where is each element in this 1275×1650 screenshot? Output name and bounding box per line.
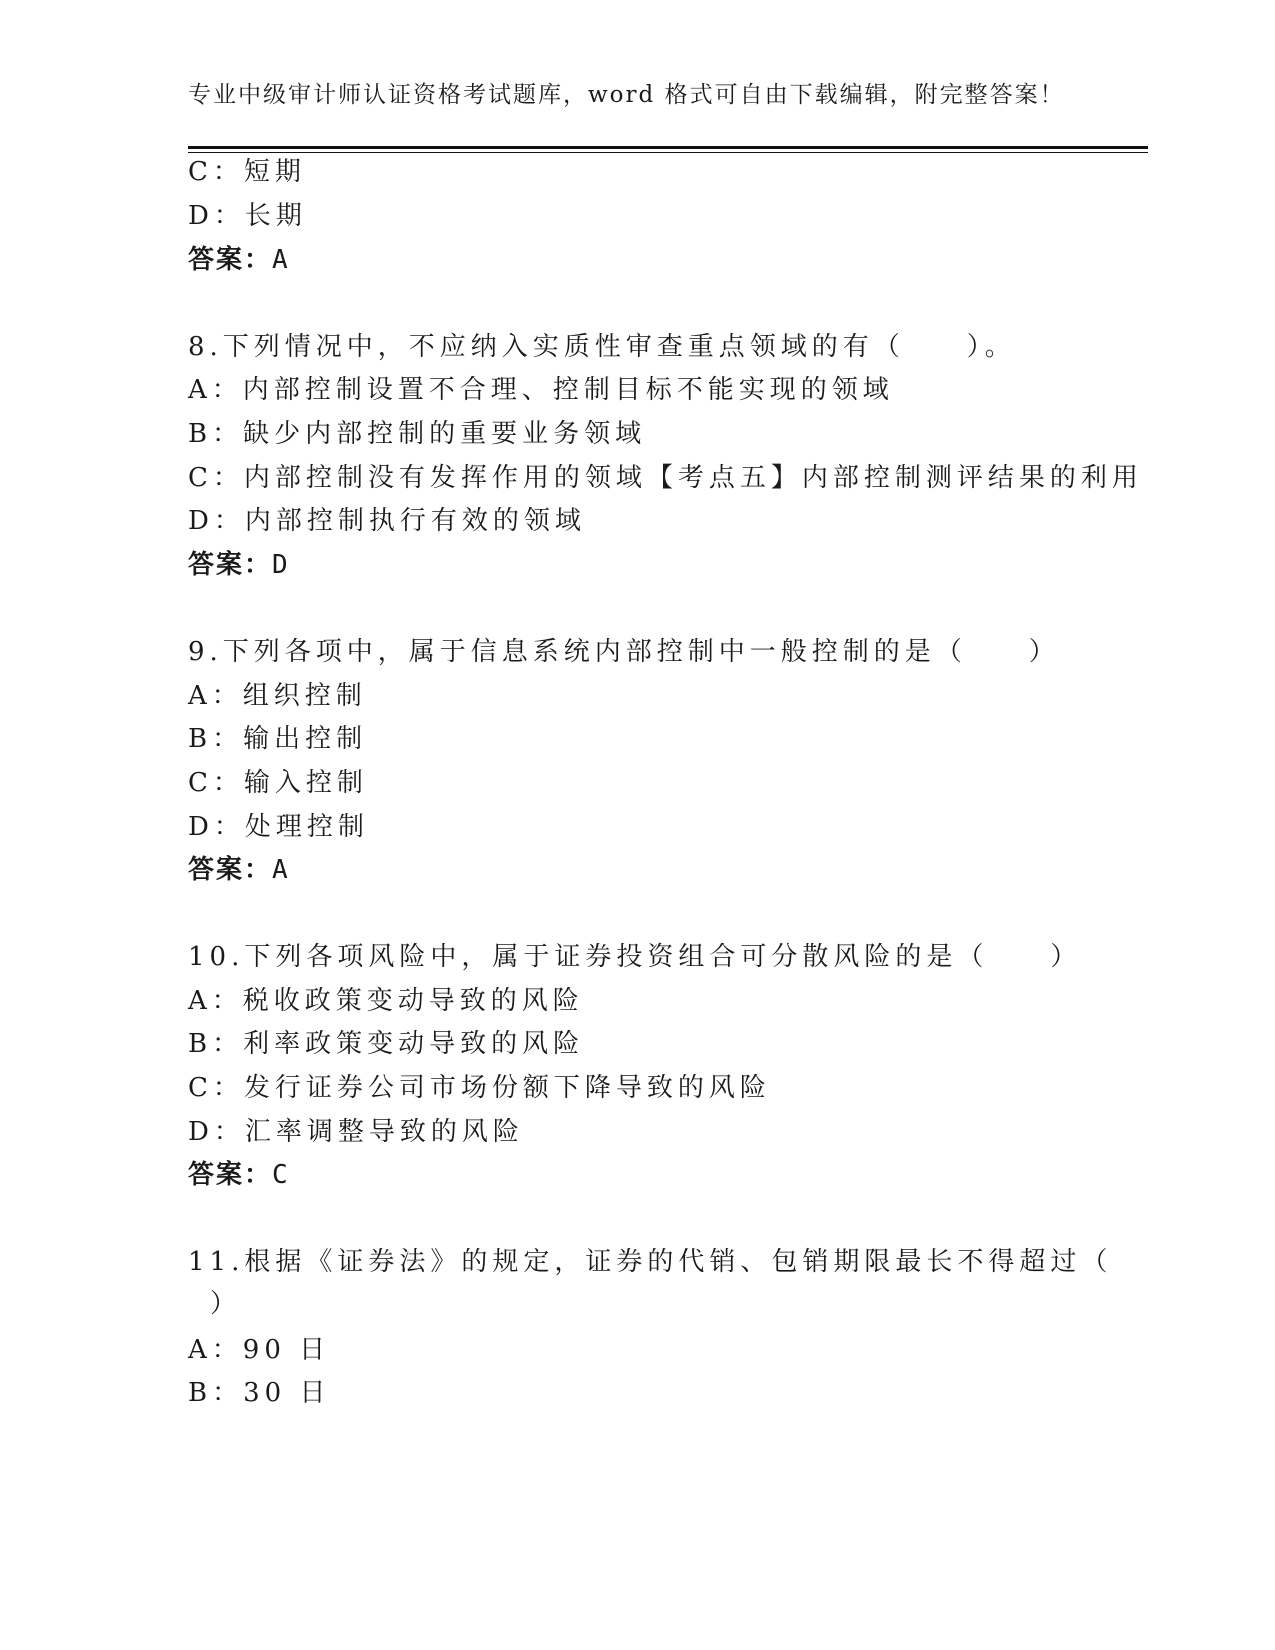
option-c: C：短期 bbox=[188, 157, 306, 187]
question-9-stem: 9.下列各项中，属于信息系统内部控制中一般控制的是（ ） bbox=[188, 637, 1060, 667]
question-8-option-b: B：缺少内部控制的重要业务领域 bbox=[188, 419, 647, 449]
question-8-answer bbox=[188, 548, 290, 582]
answer-label: 答案： bbox=[188, 1160, 273, 1190]
question-10-option-a: A：税收政策变动导致的风险 bbox=[188, 986, 584, 1016]
question-9-option-d: D：处理控制 bbox=[188, 812, 369, 842]
answer-value: A bbox=[272, 245, 290, 275]
question-9-option-b: B：输出控制 bbox=[188, 724, 368, 754]
answer-value: D bbox=[272, 550, 290, 580]
question-9-answer bbox=[188, 853, 290, 887]
question-11-stem-continued: ） bbox=[210, 1289, 242, 1319]
question-11-option-b: B：30 日 bbox=[188, 1378, 331, 1408]
answer-value: A bbox=[272, 855, 290, 885]
question-9-option-c: C：输入控制 bbox=[188, 768, 368, 798]
option-d: D：长期 bbox=[188, 201, 307, 231]
question-11-stem: 11.根据《证券法》的规定，证券的代销、包销期限最长不得超过（ bbox=[188, 1247, 1113, 1277]
answer-value: C bbox=[272, 1160, 290, 1190]
question-8-option-d: D：内部控制执行有效的领域 bbox=[188, 506, 586, 536]
question-9-option-a: A：组织控制 bbox=[188, 681, 367, 711]
header-rule-thick bbox=[188, 146, 1148, 149]
header-rule-thin bbox=[188, 152, 1148, 153]
question-8-stem: 8.下列情况中，不应纳入实质性审查重点领域的有（ ）。 bbox=[188, 332, 1016, 362]
question-8-option-a: A：内部控制设置不合理、控制目标不能实现的领域 bbox=[188, 375, 894, 405]
question-10-answer bbox=[188, 1158, 290, 1192]
question-10-option-c: C：发行证券公司市场份额下降导致的风险 bbox=[188, 1073, 771, 1103]
page-header: 专业中级审计师认证资格考试题库，word 格式可自由下载编辑，附完整答案！ bbox=[188, 82, 1065, 108]
answer-line bbox=[188, 243, 290, 277]
question-10-stem: 10.下列各项风险中，属于证券投资组合可分散风险的是（ ） bbox=[188, 942, 1082, 972]
answer-label: 答案： bbox=[188, 550, 273, 580]
question-10-option-b: B：利率政策变动导致的风险 bbox=[188, 1029, 585, 1059]
question-11-option-a: A：90 日 bbox=[188, 1335, 331, 1365]
answer-label: 答案： bbox=[188, 245, 273, 275]
answer-label: 答案： bbox=[188, 855, 273, 885]
question-10-option-d: D：汇率调整导致的风险 bbox=[188, 1117, 524, 1147]
question-8-option-c: C：内部控制没有发挥作用的领域【考点五】内部控制测评结果的利用 bbox=[188, 463, 1143, 493]
